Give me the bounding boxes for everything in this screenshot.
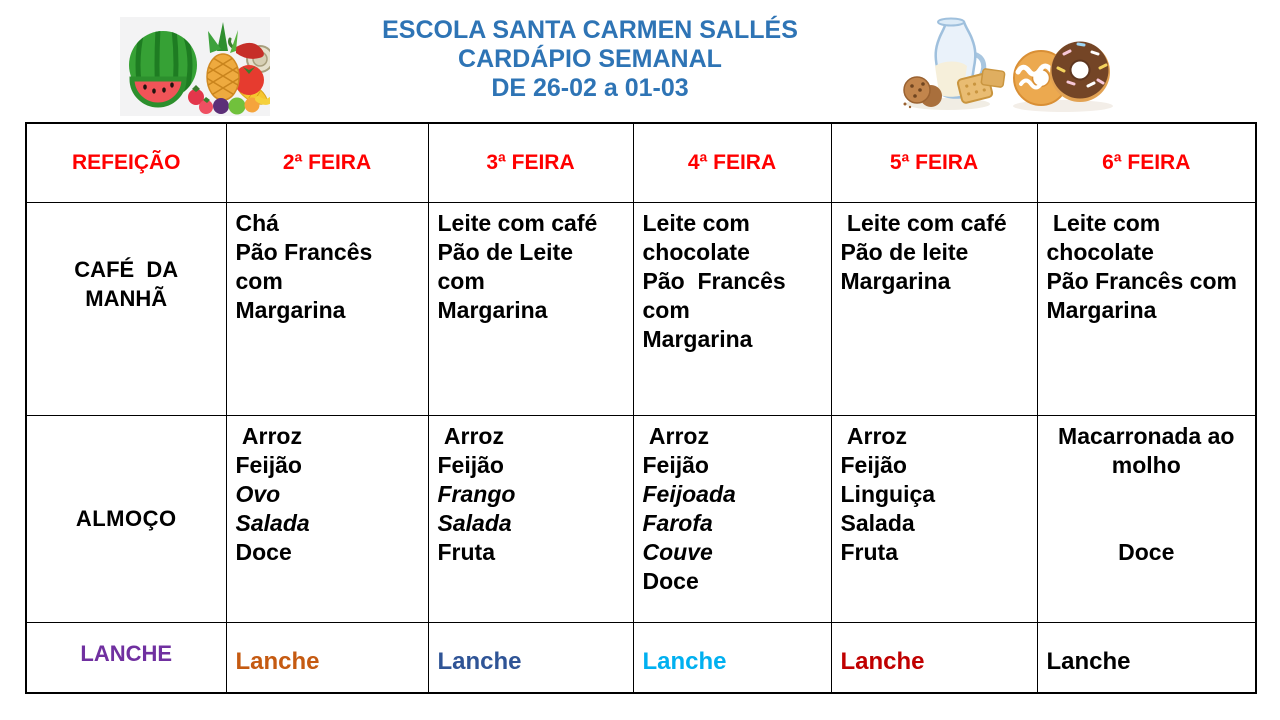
breakfast-monday-cell <box>226 202 428 415</box>
snack-friday-cell <box>1037 622 1256 693</box>
fruits-image <box>120 17 270 116</box>
donuts-image <box>1008 30 1118 114</box>
snack-thursday-cell <box>831 622 1037 693</box>
menu-item: Margarina <box>840 267 951 294</box>
menu-item: Fruta <box>840 538 898 565</box>
menu-item: com <box>642 296 690 323</box>
menu-item: Feijão <box>235 451 302 478</box>
menu-item: Pão Francês com <box>1046 267 1237 294</box>
menu-item: Margarina <box>437 296 548 323</box>
menu-item: Pão de Leite <box>437 238 573 265</box>
menu-item: Macarronada ao <box>1058 422 1235 449</box>
breakfast-thursday-cell <box>831 202 1037 415</box>
menu-item: Arroz <box>642 422 709 449</box>
page-title <box>320 16 860 103</box>
menu-item: Margarina <box>1046 296 1157 323</box>
snack-text: Lanche <box>437 648 522 676</box>
title-line-1: ESCOLA SANTA CARMEN SALLÉS <box>382 16 798 44</box>
column-header-4a-feira: 4ª FEIRA <box>633 123 831 202</box>
snack-text: Lanche <box>642 648 727 676</box>
menu-item: Leite com café <box>437 209 598 236</box>
lunch-friday-cell <box>1037 415 1256 622</box>
menu-item: Feijão <box>437 451 504 478</box>
menu-item: chocolate <box>1046 238 1154 265</box>
menu-item: Feijoada <box>642 480 736 507</box>
breakfast-tuesday-cell <box>428 202 633 415</box>
menu-item: Feijão <box>840 451 907 478</box>
menu-item: Salada <box>437 509 512 536</box>
snack-text: Lanche <box>1046 648 1131 676</box>
menu-item: Doce <box>642 567 699 594</box>
menu-item: Arroz <box>235 422 302 449</box>
menu-table <box>25 122 1257 694</box>
snack-row-label <box>26 622 226 693</box>
menu-item: Pão Francês <box>235 238 373 265</box>
lunch-wednesday-cell <box>633 415 831 622</box>
title-line-2: CARDÁPIO SEMANAL <box>458 45 722 73</box>
menu-item: Farofa <box>642 509 713 536</box>
menu-item: Feijão <box>642 451 709 478</box>
menu-item: Doce <box>235 538 292 565</box>
row-label-line: LANCHE <box>80 640 173 666</box>
lunch-row <box>26 415 1256 622</box>
breakfast-row-label <box>26 202 226 415</box>
lunch-tuesday-cell <box>428 415 633 622</box>
row-label-line: MANHÃ <box>85 285 168 311</box>
lunch-row-label <box>26 415 226 622</box>
menu-item: Chá <box>235 209 279 236</box>
menu-item: Leite com <box>1046 209 1161 236</box>
menu-item: chocolate <box>642 238 750 265</box>
row-label-line: ALMOÇO <box>75 506 177 531</box>
menu-item: Salada <box>840 509 915 536</box>
row-label-line: CAFÉ DA <box>74 256 179 282</box>
snack-wednesday-cell <box>633 622 831 693</box>
breakfast-wednesday-cell <box>633 202 831 415</box>
menu-item: Pão de leite <box>840 238 969 265</box>
menu-item: Margarina <box>235 296 346 323</box>
menu-item: Arroz <box>437 422 504 449</box>
title-line-3: DE 26-02 a 01-03 <box>491 74 689 102</box>
table-header-row <box>26 123 1256 202</box>
snack-text: Lanche <box>235 648 320 676</box>
snack-monday-cell <box>226 622 428 693</box>
column-header-refeicao: REFEIÇÃO <box>26 123 226 202</box>
menu-item: com <box>437 267 485 294</box>
menu-item: Arroz <box>840 422 907 449</box>
breakfast-row <box>26 202 1256 415</box>
breakfast-friday-cell <box>1037 202 1256 415</box>
menu-item: Linguiça <box>840 480 936 507</box>
menu-item: Salada <box>235 509 310 536</box>
menu-item: Couve <box>642 538 713 565</box>
menu-item: Pão Francês <box>642 267 786 294</box>
menu-item: Fruta <box>437 538 495 565</box>
menu-item <box>1042 509 1252 538</box>
column-header-2a-feira: 2ª FEIRA <box>226 123 428 202</box>
lunch-thursday-cell <box>831 415 1037 622</box>
column-header-3a-feira: 3ª FEIRA <box>428 123 633 202</box>
snack-tuesday-cell <box>428 622 633 693</box>
menu-item: Doce <box>1118 538 1175 565</box>
snack-row <box>26 622 1256 693</box>
column-header-5a-feira: 5ª FEIRA <box>831 123 1037 202</box>
menu-item: Ovo <box>235 480 281 507</box>
lunch-monday-cell <box>226 415 428 622</box>
milk-cookies-image <box>898 12 1006 114</box>
menu-item: molho <box>1111 451 1181 478</box>
menu-item: Leite com <box>642 209 750 236</box>
menu-item: Leite com café <box>840 209 1007 236</box>
snack-text: Lanche <box>840 648 925 676</box>
menu-item <box>1042 480 1252 509</box>
column-header-6a-feira: 6ª FEIRA <box>1037 123 1256 202</box>
menu-item: Frango <box>437 480 516 507</box>
menu-item: com <box>235 267 283 294</box>
menu-item: Margarina <box>642 325 753 352</box>
